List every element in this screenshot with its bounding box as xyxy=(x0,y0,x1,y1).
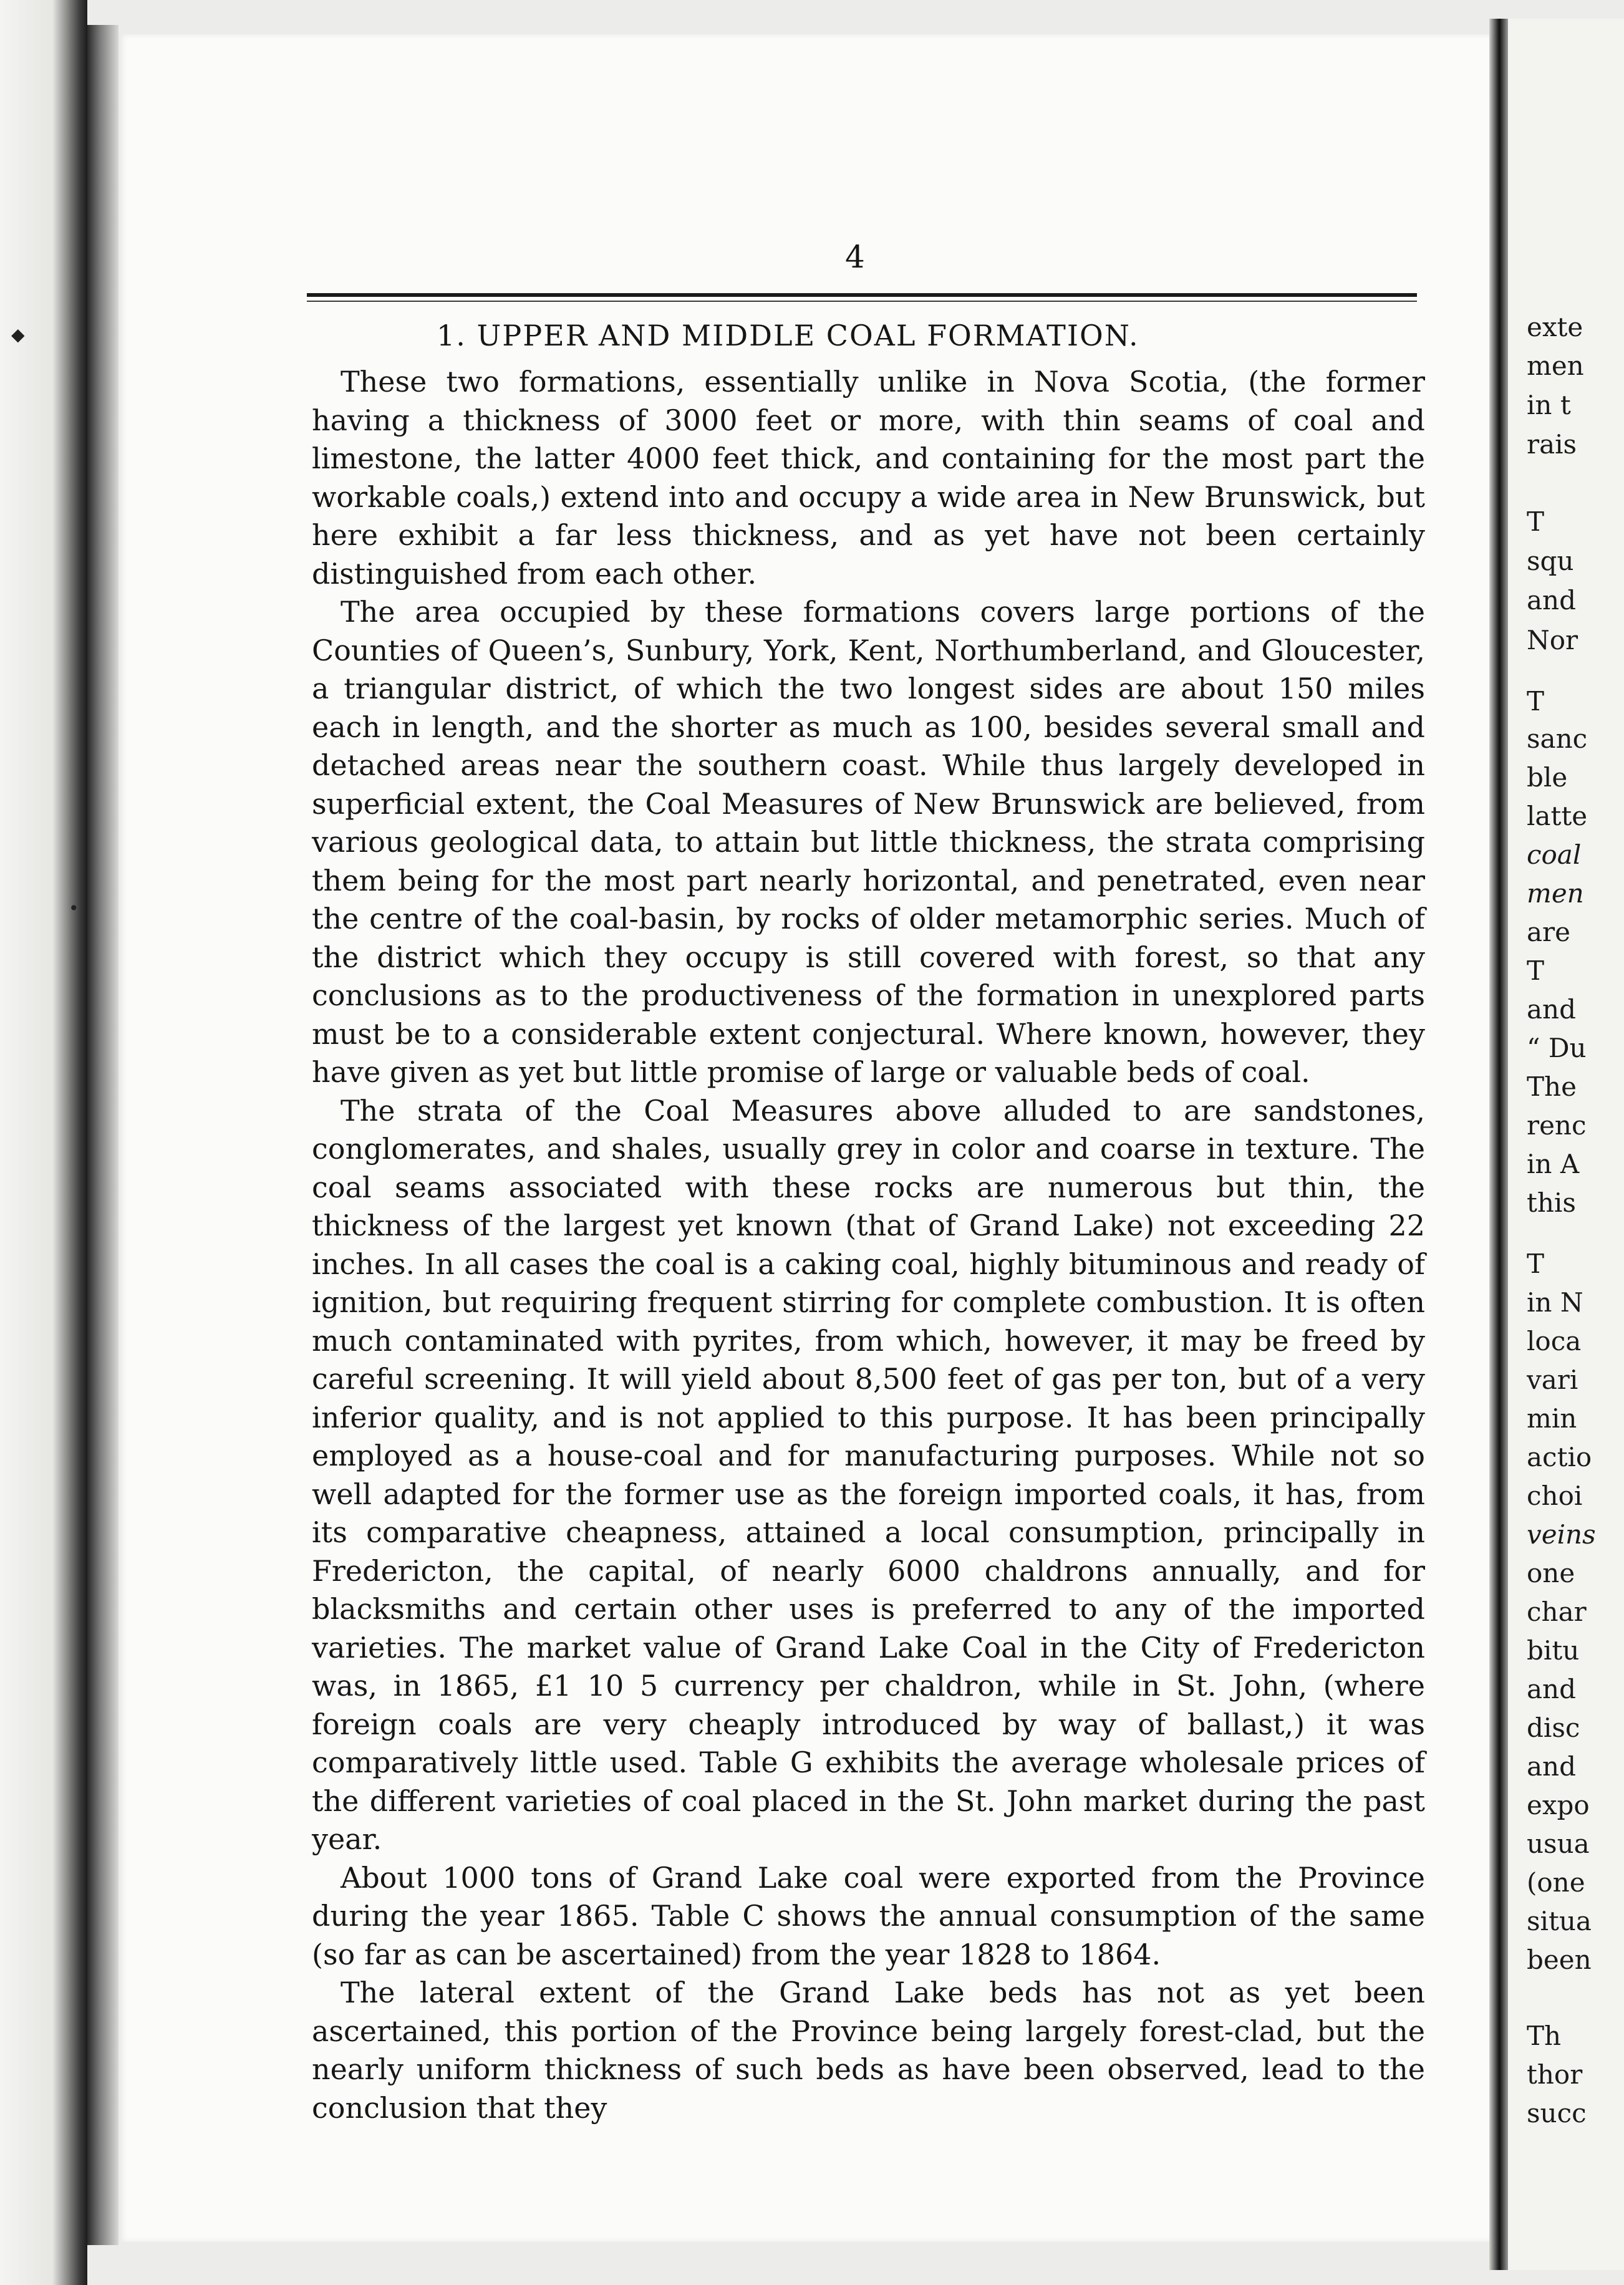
facing-page-line: latte xyxy=(1527,801,1588,831)
facing-page-line: one xyxy=(1527,1558,1575,1588)
facing-page-line: char xyxy=(1527,1597,1587,1627)
facing-page-line: squ xyxy=(1527,546,1574,576)
paragraph: The area occupied by these formations covers large portions of the Counties of Queen’s, Sunbury, York, Kent, Northumberland, and Gloucester, a triangular district, of which the two longest sides are about 150 miles each in length, and the shorter as much as 100, besides several small and detached areas near the southern coast. While thus largely developed in superficial extent, the Coal Measures of New Brunswick are believed, from various geological data, to attain but little thickness, the strata comprising them being for the most part nearly horizontal, and penetrated, even near the centre of the coal-basin, by rocks of older metamorphic series. Much of the district which they occupy is still covered with forest, so that any conclusions as to the productiveness of the formation in unexplored parts must be to a considerable extent conjectural. Where known, however, they have given as yet but little promise of large or valuable beds of coal. xyxy=(312,595,1425,1089)
facing-page-line: thor xyxy=(1527,2059,1583,2090)
facing-page-line: loca xyxy=(1527,1326,1582,1356)
facing-page-line: succ xyxy=(1527,2098,1587,2128)
facing-page-line: are xyxy=(1527,917,1570,947)
facing-page-line: situa xyxy=(1527,1906,1592,1936)
facing-page-line: T xyxy=(1527,955,1545,986)
facing-page-line: rais xyxy=(1527,429,1577,460)
body-text xyxy=(312,363,1425,2127)
facing-page-line: sanc xyxy=(1527,723,1588,754)
facing-page-line: exte xyxy=(1527,312,1583,342)
header-rule-thin xyxy=(307,301,1417,302)
facing-page-fragment xyxy=(1508,19,1624,2270)
facing-page-line: coal xyxy=(1527,839,1582,870)
facing-page-line: disc xyxy=(1527,1713,1580,1743)
facing-page-line: (one xyxy=(1527,1867,1585,1898)
paragraph: About 1000 tons of Grand Lake coal were exported from the Province during the year 1865. Table C shows the annual consumption of the same (so far as can be ascertained) from the year 1828 to 1864. xyxy=(312,1860,1425,1971)
facing-page-line: renc xyxy=(1527,1110,1587,1141)
facing-page-line: usua xyxy=(1527,1828,1590,1859)
facing-page-line: in N xyxy=(1527,1287,1583,1318)
facing-page-line: Nor xyxy=(1527,625,1578,655)
facing-page-line: ble xyxy=(1527,762,1568,793)
facing-page-line: men xyxy=(1527,878,1584,909)
paragraph: The lateral extent of the Grand Lake beds has not as yet been ascertained, this portion of the Province being largely forest-clad, but the nearly uniform thickness of such beds as have been observed, lead to the conclusion that they xyxy=(312,1976,1425,2125)
facing-page-line: and xyxy=(1527,1674,1576,1704)
facing-page-line: Th xyxy=(1527,2021,1562,2051)
paragraph: The strata of the Coal Measures above alluded to are sandstones, conglomerates, and shales, usually grey in color and coarse in texture. The coal seams associated with these rocks are numerous but thin, the thickness of the largest yet known (that of Grand Lake) not exceeding 22 inches. In all cases the coal is a caking coal, highly bituminous and ready of ignition, but requiring frequent stirring for complete combustion. It is often much contaminated with pyrites, from which, however, it may be freed by careful screening. It will yield about 8,500 feet of gas per ton, but of a very inferior quality, and is not applied to this purpose. It has been principally employed as a house-coal and for manufacturing purposes. While not so well adapted for the former use as the foreign imported coals, it has, from its comparative cheapness, attained a local consumption, principally in Fredericton, the capital, of nearly 6000 chaldrons annually, and for blacksmiths and certain other uses is preferred to any of the imported varieties. The market value of Grand Lake Coal in the City of Fredericton was, in 1865, £1 10 5 currency per chaldron, while in St. John, (where foreign coals are very cheaply introduced by way of ballast,) it was comparatively little used. Table G exhibits the average wholesale prices of the different varieties of coal placed in the St. John market during the past year. xyxy=(312,1093,1425,1856)
facing-page-line: and xyxy=(1527,585,1576,616)
facing-page-line: choi xyxy=(1527,1481,1583,1511)
facing-page-line: this xyxy=(1527,1187,1576,1218)
margin-speck: ◆ xyxy=(11,324,25,345)
book-gutter xyxy=(1489,19,1508,2270)
facing-page-line: vari xyxy=(1527,1365,1578,1395)
page-edge-shadow xyxy=(87,25,118,2245)
facing-page-line: veins xyxy=(1527,1519,1596,1550)
facing-page-line: and xyxy=(1527,994,1576,1025)
facing-page-line: men xyxy=(1527,350,1584,381)
facing-page-line: “ Du xyxy=(1527,1033,1587,1063)
facing-page-line: been xyxy=(1527,1944,1592,1975)
facing-page-line: expo xyxy=(1527,1790,1590,1820)
facing-page-line: T xyxy=(1527,686,1545,717)
facing-page-line: actio xyxy=(1527,1442,1592,1472)
facing-page-line: in t xyxy=(1527,390,1571,420)
paragraph: These two formations, essentially unlike in Nova Scotia, (the former having a thickness of 3000 feet or more, with thin seams of coal and limestone, the latter 4000 feet thick, and containing for the most part the workable coals,) extend into and occupy a wide area in New Brunswick, but here exhibit a far less thickness, and as yet have not been certainly distinguished from each other. xyxy=(312,365,1425,591)
header-rule xyxy=(307,293,1417,297)
facing-page-line: in A xyxy=(1527,1149,1580,1179)
margin-speck: • xyxy=(69,898,79,919)
facing-page-line: T xyxy=(1527,1249,1545,1279)
facing-page-line: T xyxy=(1527,506,1545,537)
section-heading: 1. UPPER AND MIDDLE COAL FORMATION. xyxy=(437,319,1139,352)
facing-page-line: The xyxy=(1527,1071,1577,1102)
facing-page-line: bitu xyxy=(1527,1635,1580,1666)
facing-page-line: and xyxy=(1527,1751,1576,1782)
facing-page-line: min xyxy=(1527,1403,1577,1434)
page-number: 4 xyxy=(845,239,865,275)
